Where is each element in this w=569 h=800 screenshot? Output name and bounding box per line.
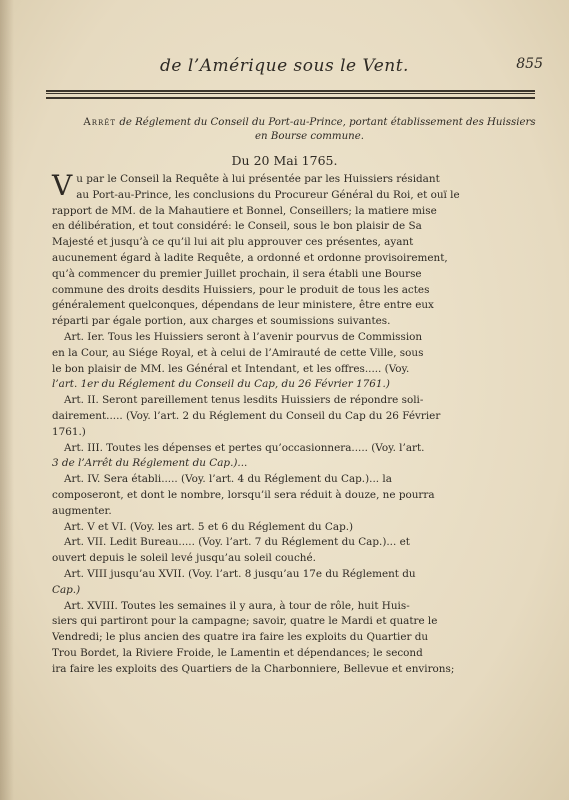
text-line: rapport de MM. de la Mahautiere et Bonnel, Conseillers; la matiere mise (52, 204, 437, 217)
page-header (0, 52, 569, 78)
text-line: aucunement égard à ladite Requête, a ordonné et ordonne provisoirement, (52, 251, 448, 264)
document-body (52, 169, 539, 678)
text-line: réparti par égale portion, aux charges et soumissions suivantes. (52, 315, 391, 328)
article-line: Art. Ier. Tous les Huissiers seront à l’avenir pourvus de Commission (64, 330, 423, 343)
text-line: le bon plaisir de MM. les Général et Intendant, et les offres..... (Voy. (52, 362, 410, 375)
article-line: Art. VIII jusqu’au XVII. (Voy. l’art. 8 jusqu’au 17e du Réglement du (64, 567, 416, 580)
article-line: Art. V et VI. (Voy. les art. 5 et 6 du Réglement du Cap.) (64, 520, 354, 533)
title-caps: Arrêt (83, 117, 117, 128)
text-line: u par le Conseil la Requête à lui présentée par les Huissiers résidant (76, 173, 440, 185)
text-line: augmenter. (52, 504, 112, 517)
text-line: dairement..... (Voy. l’art. 2 du Réglement du Conseil du Cap du 26 Février (52, 409, 441, 422)
title-text: de Réglement du Conseil du Port-au-Prince, portant établissement des Huissiers en Bourse commune. (119, 117, 536, 142)
text-line: commune des droits desdits Huissiers, pour le produit de tous les actes (52, 283, 430, 296)
text-line: en la Cour, au Siége Royal, et à celui de l’Amirauté de cette Ville, sous (52, 346, 424, 359)
article-line: Art. II. Seront pareillement tenus lesdits Huissiers de répondre soli- (64, 394, 424, 407)
text-line: l’art. 1er du Réglement du Conseil du Cap, du 26 Février 1761.) (52, 378, 390, 391)
article-line: Art. VII. Ledit Bureau..... (Voy. l’art. 7 du Réglement du Cap.)... et (64, 536, 410, 549)
article-line: Art. IV. Sera établi..... (Voy. l’art. 4 du Réglement du Cap.)... la (64, 473, 392, 486)
text-line: ira faire les exploits des Quartiers de la Charbonniere, Bellevue et environs; (52, 662, 455, 675)
header-rule (46, 90, 535, 99)
document-date: Du 20 Mai 1765. (231, 153, 338, 168)
text-line: Cap.) (52, 583, 81, 596)
text-line: qu’à commencer du premier Juillet prochain, il sera établi une Bourse (52, 267, 422, 280)
text-line: en délibération, et tout considéré: le Conseil, sous le bon plaisir de Sa (52, 220, 422, 233)
text-line: Majesté et jusqu’à ce qu’il lui ait plu approuver ces présentes, ayant (52, 236, 414, 249)
running-title: de l’Amérique sous le Vent. (160, 56, 409, 76)
page-number: 855 (516, 56, 543, 72)
text-line: ouvert depuis le soleil levé jusqu’au soleil couché. (52, 552, 316, 565)
text-line: Trou Bordet, la Riviere Froide, le Lamentin et dépendances; le second (52, 646, 423, 659)
text-line: siers qui partiront pour la campagne; savoir, quatre le Mardi et quatre le (52, 615, 438, 628)
text-line: composeront, et dont le nombre, lorsqu’il sera réduit à douze, ne pourra (52, 488, 435, 501)
drop-capital: V (52, 169, 73, 202)
page-gutter-shadow (0, 0, 14, 800)
text-line: au Port-au-Prince, les conclusions du Procureur Général du Roi, et ouï le (76, 188, 460, 201)
text-line: généralement quelconques, dépendans de leur ministere, être entre eux (52, 299, 434, 312)
text-line: 1761.) (52, 425, 86, 438)
text-line: 3 de l’Arrêt du Réglement du Cap.)... (52, 457, 248, 470)
article-line: Art. XVIII. Toutes les semaines il y aura, à tour de rôle, huit Huis- (64, 599, 410, 612)
article-line: Art. III. Toutes les dépenses et pertes qu’occasionnera..... (Voy. l’art. (64, 441, 425, 454)
text-line: Vendredi; le plus ancien des quatre ira faire les exploits du Quartier du (52, 631, 429, 644)
document-title (78, 116, 541, 144)
